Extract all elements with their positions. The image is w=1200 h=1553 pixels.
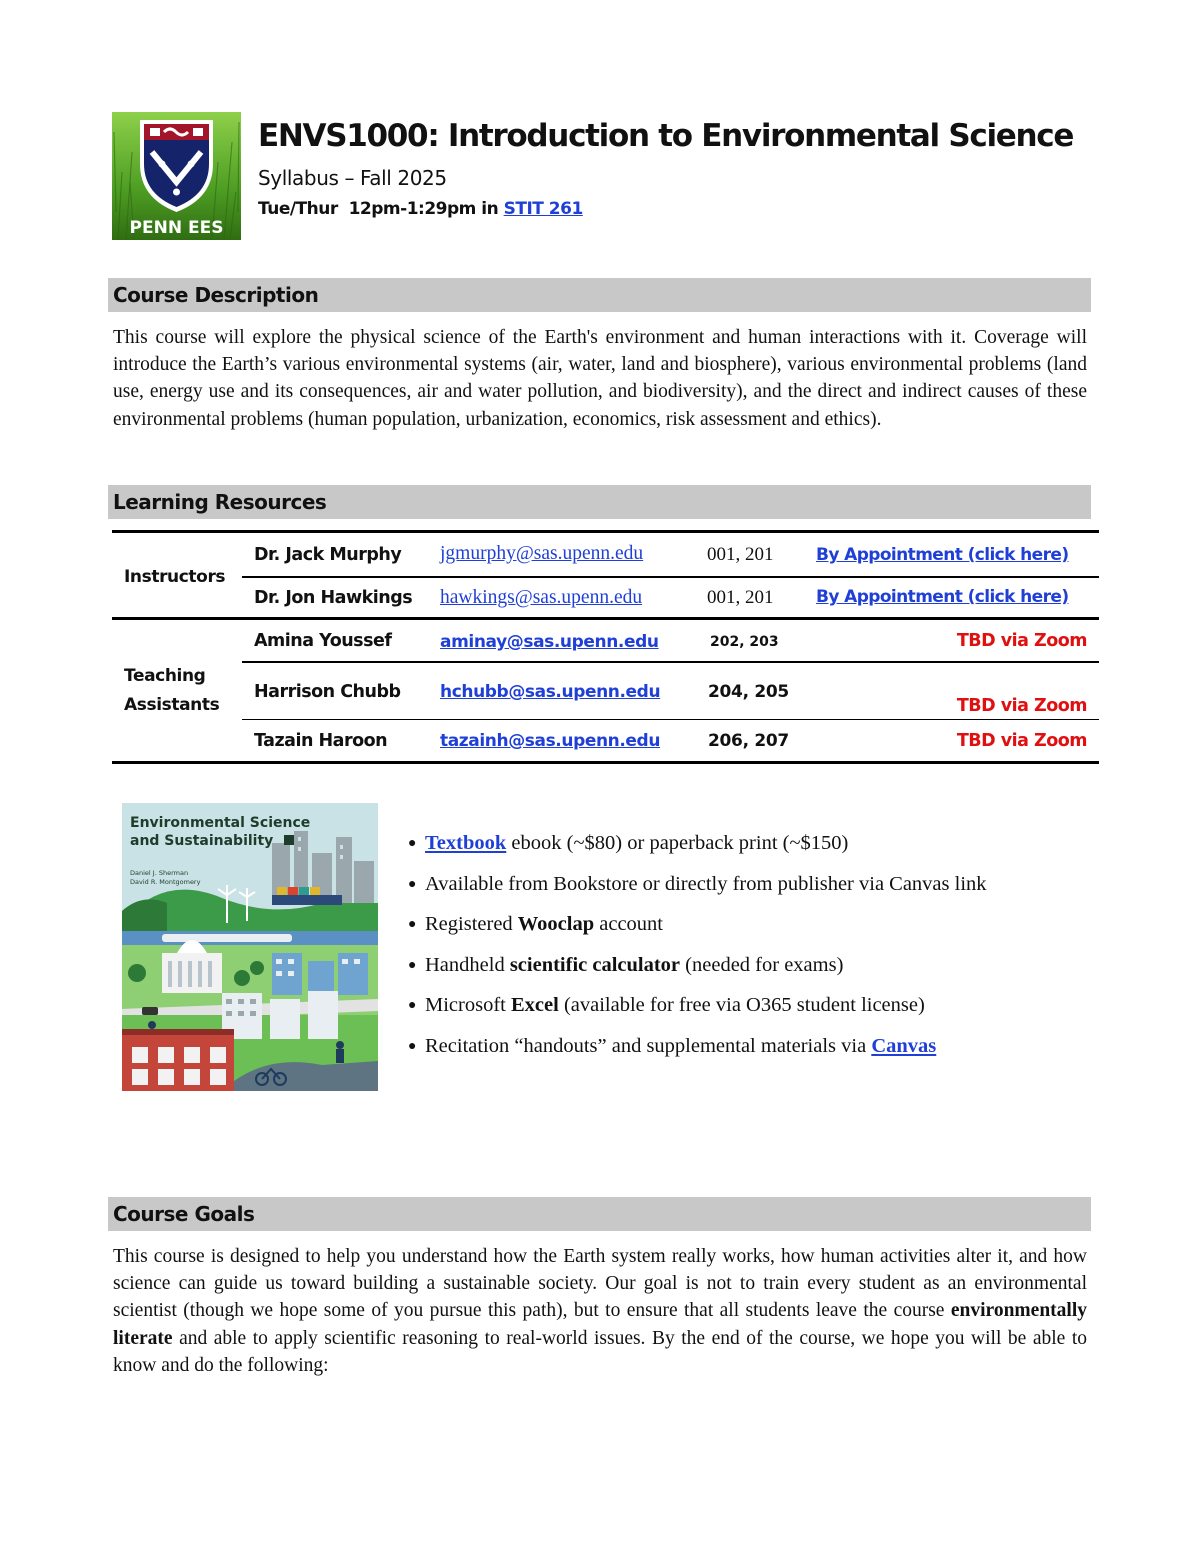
ta-email-link[interactable]: tazainh@sas.upenn.edu <box>440 731 661 751</box>
list-item-bold: Wooclap <box>517 913 595 935</box>
ta-sections: 204, 205 <box>708 682 789 702</box>
list-item-text: Recitation “handouts” and supplemental materials via <box>425 1034 872 1057</box>
textbook-cover-image <box>122 803 378 1091</box>
bullet-icon: ● <box>408 836 417 851</box>
ta-email-link[interactable]: aminay@sas.upenn.edu <box>440 632 659 652</box>
instructor-sections: 001, 201 <box>707 544 774 565</box>
learning-resources-heading: Learning Resources <box>108 485 1091 519</box>
svg-text:Environmental Science: Environmental Science <box>130 815 311 831</box>
group-divider <box>112 617 1099 620</box>
instructors-label: Instructors <box>124 567 226 587</box>
table-bottom-rule <box>112 761 1099 764</box>
bullet-icon: ● <box>408 876 417 892</box>
course-description-heading: Course Description <box>108 278 1091 312</box>
bullet-icon: ● <box>408 917 417 932</box>
instructor-name: Dr. Jack Murphy <box>254 545 402 565</box>
instructor-sections: 001, 201 <box>707 587 774 608</box>
list-item-text: Registered <box>425 913 518 935</box>
list-item-text: (needed for exams) <box>680 953 844 976</box>
list-item-text: Available from Bookstore or directly from publisher via Canvas link <box>425 872 987 895</box>
staff-table <box>112 530 1099 764</box>
goals-text: and able to apply scientific reasoning to real-world issues. By the end of the course, we hope you will be able to know and do the following: <box>113 1327 1087 1376</box>
row-divider <box>242 576 1099 578</box>
instructor-name: Dr. Jon Hawkings <box>254 588 413 608</box>
textbook-link[interactable]: Textbook <box>425 832 507 854</box>
svg-text:and Sustainability: and Sustainability <box>130 833 274 849</box>
list-item-text: Microsoft <box>425 994 511 1016</box>
appointment-link[interactable]: By Appointment (click here) <box>816 545 1069 565</box>
list-item <box>408 868 1108 909</box>
course-goals-text <box>113 1243 1087 1379</box>
appointment-link[interactable]: By Appointment (click here) <box>816 587 1069 607</box>
schedule-text: Tue/Thur 12pm-1:29pm in <box>258 199 504 219</box>
ta-email-link[interactable]: hchubb@sas.upenn.edu <box>440 682 661 702</box>
ta-name: Tazain Haroon <box>254 731 388 751</box>
ta-name: Amina Youssef <box>254 631 392 651</box>
bullet-icon: ● <box>408 957 417 973</box>
resource-list <box>408 827 1108 1070</box>
table-top-rule <box>112 530 1099 533</box>
office-hours-tbd: TBD via Zoom <box>956 731 1087 751</box>
ta-name: Harrison Chubb <box>254 682 401 702</box>
tas-label-line2: Assistants <box>124 695 220 715</box>
goals-bold-text: environmentally literate <box>113 1300 1087 1349</box>
office-hours-tbd: TBD via Zoom <box>956 631 1087 651</box>
list-item-text: ebook (~$80) or paperback print (~$150) <box>506 832 849 854</box>
course-description-text: This course will explore the physical science of the Earth's environment and human interactions with it. Coverage will introduce the Earth’s various environmental systems (air, water, land and biosphere), various environmental problems (land use, energy use and its consequences, air and water pollution, and biodiversity), and the direct and indirect causes of these environmental problems (human population, urbanization, economics, risk assessment and ethics). <box>113 327 1087 430</box>
row-divider <box>242 661 1099 663</box>
svg-text:David R. Montgomery: David R. Montgomery <box>130 878 201 886</box>
list-item-bold: Excel <box>510 994 559 1016</box>
svg-text:PENN EES: PENN EES <box>129 218 224 238</box>
ta-sections: 206, 207 <box>708 731 789 751</box>
list-item <box>408 1030 1108 1071</box>
goals-text: This course is designed to help you understand how the Earth system really works, how human activities alter it, and how science can guide us toward building a sustainable society. Our goal is not to train every student as an environmental scientist (though we hope some of you pursue this path), but to ensure that all students leave the course <box>113 1246 1087 1322</box>
course-title: ENVS1000: Introduction to Environmental Science <box>258 118 1074 154</box>
bullet-icon: ● <box>408 998 417 1013</box>
list-item-text: Handheld <box>425 953 510 976</box>
list-item-bold: scientific calculator <box>509 953 681 976</box>
list-item <box>408 949 1108 990</box>
tas-label-line1: Teaching <box>124 666 206 686</box>
syllabus-subtitle: Syllabus – Fall 2025 <box>258 166 447 190</box>
list-item <box>408 989 1108 1030</box>
canvas-link[interactable]: Canvas <box>871 1034 937 1057</box>
list-item-text: account <box>594 913 663 935</box>
room-link[interactable]: STIT 261 <box>503 199 583 219</box>
course-goals-heading: Course Goals <box>108 1197 1091 1231</box>
row-divider <box>242 719 1099 720</box>
class-schedule <box>258 199 583 219</box>
list-item <box>408 908 1108 949</box>
office-hours-tbd: TBD via Zoom <box>956 696 1087 716</box>
ta-sections: 202, 203 <box>710 634 779 650</box>
list-item-text: (available for free via O365 student license) <box>558 994 925 1016</box>
list-item <box>408 827 1108 868</box>
instructor-email-link[interactable]: hawkings@sas.upenn.edu <box>440 587 643 608</box>
bullet-icon: ● <box>408 1038 417 1054</box>
penn-ees-logo <box>112 112 241 240</box>
svg-text:Daniel J. Sherman: Daniel J. Sherman <box>130 869 189 877</box>
instructor-email-link[interactable]: jgmurphy@sas.upenn.edu <box>440 543 644 564</box>
